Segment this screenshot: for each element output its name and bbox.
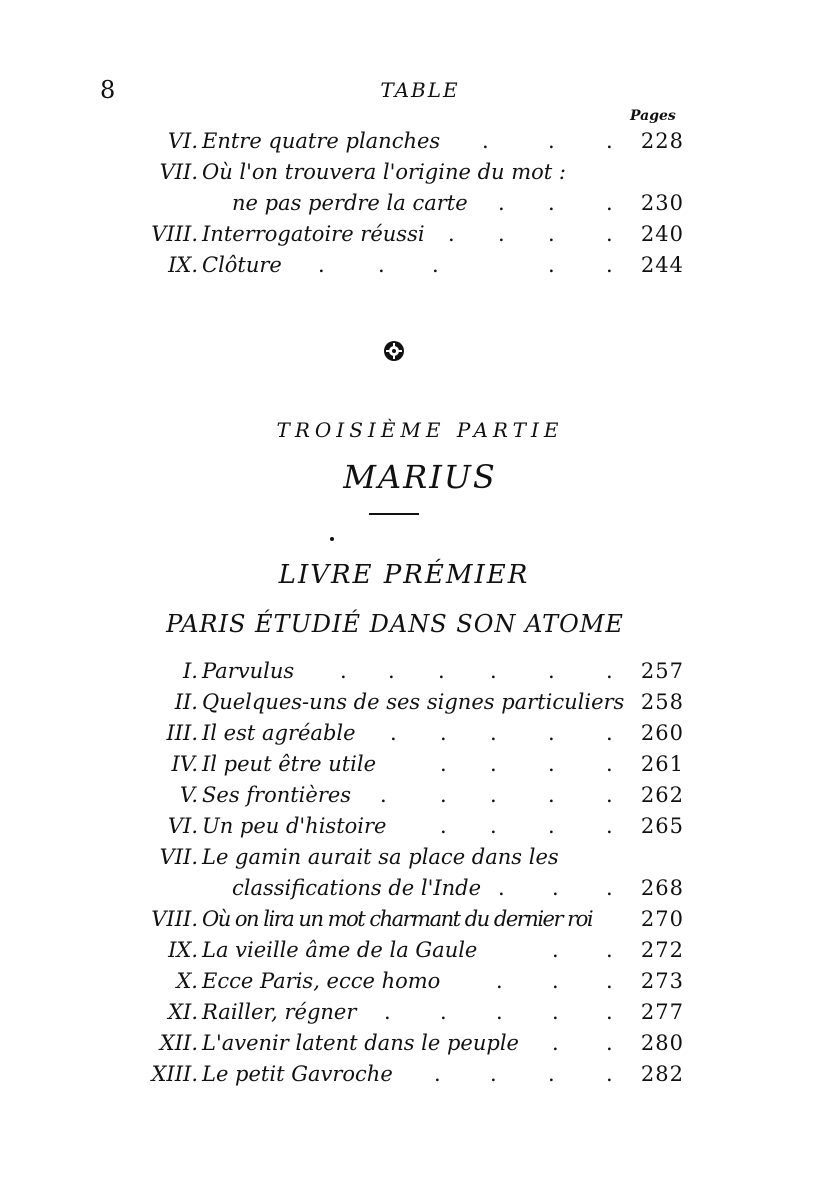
chapter-title: classifications de l'Inde — [232, 876, 482, 900]
page-ref: 262 — [640, 783, 684, 807]
page-ref: 257 — [640, 659, 684, 683]
page-ref: 270 — [640, 907, 684, 931]
chapter-number: VIII. — [151, 222, 198, 246]
leader-dots: . . . . . — [390, 721, 613, 745]
chapter-number: VII. — [159, 160, 198, 184]
chapter-title: Où on lira un mot charmant du dernier roi — [202, 907, 593, 931]
chapter-number: III. — [166, 721, 198, 745]
toc-entry — [0, 749, 840, 779]
page-ref: 258 — [640, 690, 684, 714]
chapter-title: Le gamin aurait sa place dans les — [202, 845, 559, 869]
toc-entry — [0, 1059, 840, 1089]
leader-dots: . . . — [482, 129, 613, 153]
chapter-title: Ecce Paris, ecce homo — [202, 969, 441, 993]
chapter-number: VIII. — [151, 907, 198, 931]
chapter-title: Parvulus — [202, 659, 295, 683]
chapter-title: Quelques-uns de ses signes particuliers — [202, 690, 625, 714]
toc-entry — [0, 935, 840, 965]
toc-entry — [0, 1028, 840, 1058]
page-ref: 261 — [640, 752, 684, 776]
leader-dots: . . . . — [434, 1062, 613, 1086]
toc-entry — [0, 997, 840, 1027]
chapter-number: XII. — [159, 1031, 198, 1055]
chapter-number: X. — [176, 969, 198, 993]
page-ref: 244 — [640, 253, 684, 277]
page-ref: 268 — [640, 876, 684, 900]
page-ref: 230 — [640, 191, 684, 215]
chapter-number: IX. — [168, 938, 198, 962]
page-ref: 228 — [640, 129, 684, 153]
toc-entry — [0, 873, 840, 903]
running-head: TABLE — [380, 78, 460, 102]
book-title: PARIS ÉTUDIÉ DANS SON ATOME — [166, 610, 624, 638]
leader-dots: . . . . — [440, 814, 613, 838]
chapter-title: Interrogatoire réussi — [202, 222, 425, 246]
chapter-number: XIII. — [151, 1062, 198, 1086]
toc-entry — [0, 219, 840, 249]
fleuron-ornament-icon — [383, 340, 405, 362]
chapter-number: II. — [174, 690, 198, 714]
chapter-title: Le petit Gavroche — [202, 1062, 393, 1086]
chapter-title: Entre quatre planches — [202, 129, 441, 153]
page-ref: 280 — [640, 1031, 684, 1055]
page-ref: 277 — [640, 1000, 684, 1024]
leader-dots: . . — [552, 938, 613, 962]
toc-entry — [0, 250, 840, 280]
toc-entry — [0, 718, 840, 748]
chapter-title: L'avenir latent dans le peuple — [202, 1031, 519, 1055]
leader-dots: . . — [552, 1031, 613, 1055]
chapter-title: ne pas perdre la carte — [232, 191, 468, 215]
book-label: LIVRE PRÉMIER — [278, 560, 530, 590]
chapter-title: Il peut être utile — [202, 752, 377, 776]
chapter-title: Railler, régner — [202, 1000, 357, 1024]
leader-dots: . . . — [496, 969, 613, 993]
page-ref: 272 — [640, 938, 684, 962]
page-ref: 282 — [640, 1062, 684, 1086]
chapter-number: XI. — [168, 1000, 198, 1024]
chapter-number: VI. — [167, 814, 198, 838]
toc-entry — [0, 842, 840, 872]
toc-entry — [0, 811, 840, 841]
page-ref: 265 — [640, 814, 684, 838]
page-ref: 240 — [640, 222, 684, 246]
page-ref: 273 — [640, 969, 684, 993]
leader-dots: . . . — [498, 191, 613, 215]
page-ref: 260 — [640, 721, 684, 745]
chapter-number: I. — [183, 659, 198, 683]
leader-dots: . . . . . . — [340, 659, 613, 683]
chapter-number: V. — [179, 783, 198, 807]
pages-column-label: Pages — [630, 108, 676, 124]
toc-entry — [0, 687, 840, 717]
chapter-number: IX. — [168, 253, 198, 277]
chapter-number: VII. — [159, 845, 198, 869]
toc-entry — [0, 188, 840, 218]
toc-entry — [0, 966, 840, 996]
chapter-number: IV. — [171, 752, 198, 776]
leader-dots: . . . . . — [384, 1000, 613, 1024]
leader-dots: . . . — [498, 876, 613, 900]
leader-dots: . . . . . — [318, 253, 613, 277]
chapter-title: Clôture — [202, 253, 282, 277]
chapter-title: Il est agréable — [202, 721, 356, 745]
toc-entry — [0, 904, 840, 934]
chapter-number: VI. — [167, 129, 198, 153]
chapter-title: La vieille âme de la Gaule — [202, 938, 478, 962]
toc-entry — [0, 780, 840, 810]
toc-entry — [0, 656, 840, 686]
chapter-title: Un peu d'histoire — [202, 814, 387, 838]
chapter-title: Ses frontières — [202, 783, 352, 807]
leader-dots: . . . . — [448, 222, 613, 246]
print-speck — [330, 537, 334, 541]
toc-entry — [0, 126, 840, 156]
part-title: MARIUS — [343, 458, 497, 496]
leader-dots: . . . . . — [380, 783, 613, 807]
page-number: 8 — [100, 76, 116, 104]
part-label: TROISIÈME PARTIE — [276, 418, 564, 442]
chapter-title: Où l'on trouvera l'origine du mot : — [202, 160, 566, 184]
toc-entry — [0, 157, 840, 187]
divider-rule — [369, 513, 419, 515]
leader-dots: . . . . — [440, 752, 613, 776]
